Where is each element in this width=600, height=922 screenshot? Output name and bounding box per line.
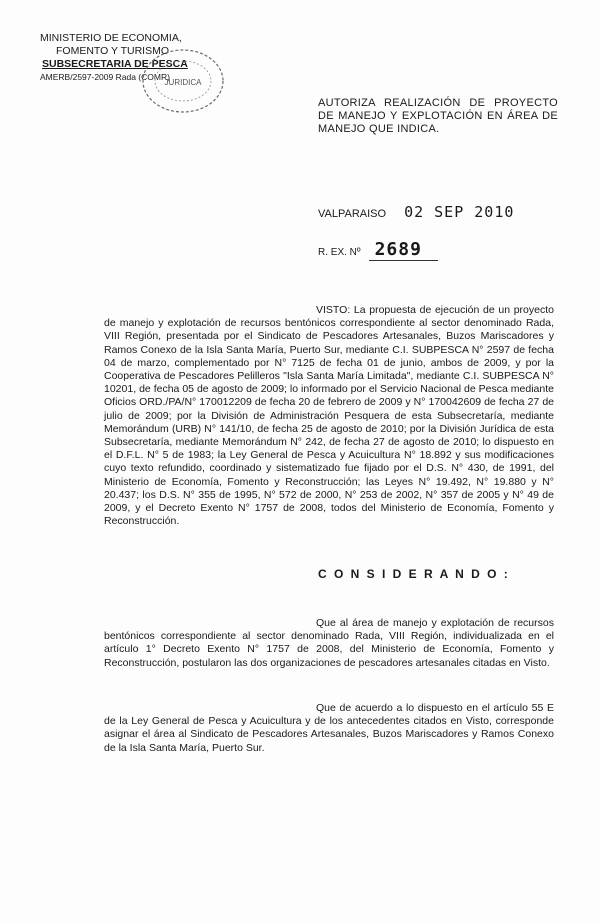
c2-body: E de la Ley General de Pesca y Acuicultura y de los antecedentes citados en Visto, corresponde asignar el área al Sindicato de Pescadores Artesanales, Buzos Mariscadores y Ramos Conexo de la Isla Santa María, Puerto Sur. [104, 702, 555, 754]
stamped-date: 02 SEP 2010 [404, 203, 515, 221]
visto-lead: VISTO: La propuesta de ejecución de un [316, 304, 511, 316]
ministry-name: MINISTERIO DE ECONOMIA, [40, 32, 182, 44]
considerando-paragraph-2 [104, 702, 554, 755]
considerando-heading: C O N S I D E R A N D O : [318, 567, 510, 581]
c1-body: bentónicos correspondiente al sector denominado Rada, VIII Región, individualizada en el artículo 1° Decreto Exento N° 1757 de 2008, del Ministerio de Economía, Fomento y Reconstrucción, postularon las dos organizaciones de pescadores artesanales citadas en Visto. [104, 630, 554, 669]
reference-code: AMERB/2597-2009 Rada (COMR) [40, 72, 170, 82]
date-line [318, 203, 514, 221]
stamp-text: JURIDICA [164, 78, 202, 87]
ministry-subname: FOMENTO Y TURISMO [56, 45, 169, 57]
subsecretaria-name: SUBSECRETARIA DE PESCA [42, 58, 188, 70]
juridica-stamp-icon [135, 44, 231, 118]
document-subject: AUTORIZA REALIZACIÓN DE PROYECTO DE MANEJO Y EXPLOTACIÓN EN ÁREA DE MANEJO QUE INDICA. [318, 97, 558, 135]
resolution-line [318, 239, 438, 260]
resolution-label: R. EX. Nº [318, 247, 361, 258]
place-name: VALPARAISO [318, 208, 387, 220]
c2-lead: Que de acuerdo a lo dispuesto en el artículo 55 [316, 702, 544, 714]
visto-paragraph [104, 304, 554, 528]
c1-lead: Que al área de manejo y explotación de recursos [316, 617, 554, 629]
resolution-number: 2689 [369, 239, 438, 261]
considerando-paragraph-1 [104, 617, 554, 670]
visto-body: proyecto de manejo y explotación de recursos bentónicos correspondiente al sector denominado Rada, VIII Región, presentada por el Sindicato de Pescadores Artesanales, Buzos Mariscadores y Ramos Conexo de la Isla Santa María, Puerto Sur, mediante C.I. SUBPESCA N° 2597 de fecha 04 de marzo, complementado por N° 7125 de fecha 01 de junio, ambos de 2009, y por la Cooperativa de Pescadores Pelilleros "Isla Santa María Limitada", mediante C.I. SUBPESCA N° 10201, de fecha 05 de agosto de 2009; lo informado por el Servicio Nacional de Pesca mediante Oficios ORD./PA/N° 170012209 de fecha 20 de febrero de 2009 y N° 170042609 de fecha 27 de julio de 2009; por la División de Administración Pesquera de esta Subsecretaría, mediante Memorándum (URB) N° 141/10, de fecha 25 de agosto de 2010; por la División Jurídica de esta Subsecretaría, mediante Memorándum N° 242, de fecha 27 de agosto de 2010; lo dispuesto en el D.F.L. N° 5 de 1983; la Ley General de Pesca y Acuicultura N° 18.892 y sus modificaciones cuyo texto refundido, coordinado y sistematizado fue fijado por el D.S. N° 430, de 1991, del Ministerio de Economía, Fomento y Reconstrucción; las Leyes N° 19.492, N° 19.880 y N° 20.437; los D.S. N° 355 de 1995, N° 572 de 2000, N° 253 de 2002, N° 357 de 2005 y N° 49 de 2009, y el Decreto Exento N° 1757 de 2008, todos del Ministerio de Economía, Fomento y Reconstrucción. [104, 304, 554, 528]
